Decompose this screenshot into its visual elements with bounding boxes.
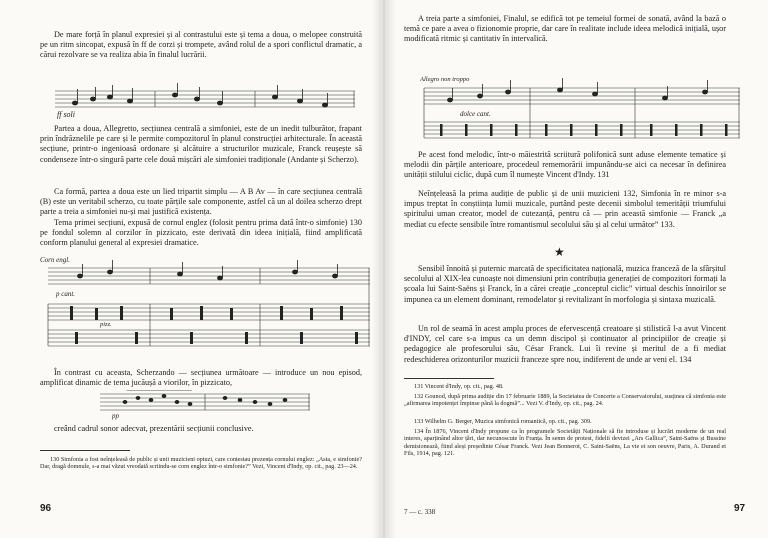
paragraph-second-theme: De mare forță în planul expresiei și al contrastului este și tema a doua, o melopee construită pe un ritm sincopat, expusă în ff de corzi și trompete, având rolul de a spori conflictul dramatic, a cărui rezolvare se va realiza abia în finalul lucrării. xyxy=(40,30,362,60)
paragraph-allegretto: Partea a doua, Allegretto, secțiunea centrală a simfoniei, este de un inedit tulburător, frapant prin îndrăznelile pe care și le permite compozitorul în planul construcției arhitecturale. În această secțiune, printr-o ingenioasă ordonare și alcătuire a structurilor muzicale, Franck reușește să condenseze într-o singură parte cele două mișcări ale simfoniei tradiționale (Andante și Scherzo). xyxy=(40,124,362,164)
music-example-1 xyxy=(55,83,355,121)
paragraph-scherzando: În contrast cu aceasta, Scherzando — secțiunea următoare — introduce un nou episod, amplificat dinamic de tema jucăușă a viorilor, în pizzicato, xyxy=(40,368,362,388)
ex4-tempo-label: Allegro non troppo xyxy=(420,76,470,83)
footnote-130: 130 Simfonia a fost neînțeleasă de public și unii muzicieni optuzi, care contestau prezența cornului englez: „Asta, e simfonie? Dar, dragă domnule, s-a mai văzut vreodată scriindu-se corn englez într-o simfonie?” Vezi, Vincent d'Indy, op. cit., pag. 23—24. xyxy=(40,456,362,471)
page-number-left: 96 xyxy=(40,503,52,514)
music-example-2 xyxy=(40,254,370,362)
paragraph-dindy: Un rol de seamă în acest amplu proces de efervescență creatoare și stilistică l-a avut Vincent d'INDY, cel care s-a impus ca un demn discipol și continuator al principiilor de creație și pedagogice ale profesorului său, César Franck. Lui îi revine și meritul de a fi mediat redeschiderea orizonturilor muzicii franceze spre nou, indiferent de unde ar veni el. 134 xyxy=(404,324,726,364)
paragraph-form: Ca formă, partea a doua este un lied tripartit simplu — A B Av — în care secțiunea centrală (B) este un veritabil scherzo, cu toate părțile sale componente, astfel că un al doilea scherzo drept parte a treia a simfoniei nu-și mai justifică existența. xyxy=(40,187,362,217)
ex2-instrument-label: Corn engl. xyxy=(40,256,70,264)
footnote-rule xyxy=(40,450,130,451)
footnote-133: 133 Wilhelm G. Berger, Muzica simfonică romantică, op. cit., pag. 309. xyxy=(414,418,592,425)
book-gutter xyxy=(372,0,396,538)
ex2-dynamic-label: p cant. xyxy=(56,290,76,298)
music-example-3 xyxy=(100,390,310,416)
paragraph-english-horn: Tema primei secțiuni, expusă de cornul englez (folosit pentru prima dată într-o simfonie) 130 pe fondul solemn al corzilor în pizzicato, este derivată din ideea inițială, fiind amplificată conform planului general al expresiei dramatice. xyxy=(40,218,362,248)
ex3-dynamic-label: pp xyxy=(112,412,119,420)
ex4-dynamic-label: dolce cant. xyxy=(460,110,491,118)
right-page xyxy=(384,0,768,538)
paragraph-french-music: Sensibil înnoită și puternic marcată de specificitatea națională, muzica franceză de la sfârșitul secolului al XIX-lea cunoaște noi dimensiuni prin contribuția generației de compozitori formați la școala lui Saint-Saëns și Franck, în a cărei creație „conceptul ciclic” virtual deschis înnoirilor se impunea ca un element dominant, remodelator și revitalizant în morfologia și sintaxa muzicală. xyxy=(404,264,726,304)
footnote-134: 134 În 1876, Vincent d'Indy propune ca în programele Societății Naționale să fie introduse și lucrări moderne de un real interes, aparținând altor țări, dar necunoscute în Franța. În semn de protest, fidelii devizei „Ars Gallica”, Saint-Saëns și Bussine demisionează, fiind aleși președinte César Franck. Vezi Jean Bonnerot, C. Saint-Saëns, La vie et son oeuvre, Paris, A. Durand et Fils, 1914, pag. 121. xyxy=(404,428,726,458)
ex2-pizz-label: pizz. xyxy=(100,321,112,328)
footnote-rule-right xyxy=(404,378,494,379)
music-example-4 xyxy=(420,72,740,144)
paragraph-finale: A treia parte a simfoniei, Finalul, se edifică tot pe temeiul formei de sonată, având la bază o temă ce pare a avea o fizionomie proprie, dar care în realitate include ideea melodică inițială, ușor modificată ritmic și cantitativ în intervalică. xyxy=(404,14,726,44)
printer-signature: 7 — c. 338 xyxy=(404,508,436,516)
section-star: ★ xyxy=(554,245,565,259)
paragraph-conclusion: creând cadrul sonor adecvat, prezentării secțiunii conclusive. xyxy=(54,424,254,433)
footnote-131: 131 Vincent d'Indy, op. cit., pag. 48. xyxy=(414,383,504,390)
paragraph-polyphony: Pe acest fond melodic, într-o măiestrită scriitură polifonică sunt aduse elemente tematice și melodii din părțile anterioare, procedeul rememorării impunându-se aici ca necesar în definirea unității stilului ciclic, după cum îl numește Vincent d'Indy. 131 xyxy=(404,150,726,180)
footnote-132: 132 Gounod, după prima audiție din 17 februarie 1889, la Societatea de Concerte a Conservatorului, susținea că simfonia este „afirmarea impotenței împinse până la dogmă”... Vezi V. d'Indy, op. cit., pag. 24. xyxy=(404,393,726,408)
page-number-right: 97 xyxy=(734,503,746,514)
ex1-dynamic-label: ff soli xyxy=(57,110,76,119)
paragraph-reception: Neînțeleasă la prima audiție de public și de unii muzicieni 132, Simfonia în re minor s-a impus treptat în conștiința lumii muzicale, purtând peste decenii simbolul temerității triumfului spiritului uman creator, model de cutezanță, pentru că — prin această simfonie — Franck „a mediat cu efecte sensibile între romantismul secolului său și al celui următor” 133. xyxy=(404,189,726,229)
